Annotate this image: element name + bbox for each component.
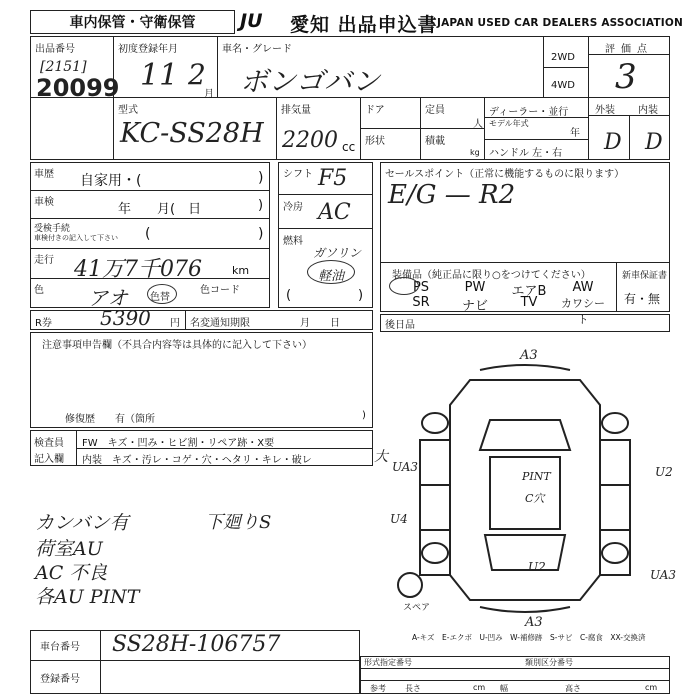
equip-navi: ナビ (461, 299, 488, 314)
left-side-panel (420, 440, 450, 575)
right-rear-wheel (602, 543, 628, 563)
model-value: KC-SS28H (120, 118, 264, 149)
rear-window (485, 535, 565, 570)
lot-bracket-value: [2151] (40, 59, 87, 75)
ps-circle (389, 277, 419, 295)
equip-tv: TV (520, 295, 538, 310)
first-reg-month-value: 2 (188, 58, 206, 91)
r-ticket-label: R券 (35, 318, 52, 329)
pickup-label: 受検手続 (34, 224, 71, 234)
left-doors (420, 485, 450, 530)
color-value: アオ (88, 286, 128, 310)
record-label: 記入欄 (34, 454, 64, 465)
door-label: ドア (365, 105, 385, 116)
shift-value: F5 (318, 166, 348, 191)
equip-pw: PW (464, 280, 486, 295)
diagram-roof-mark: PINT (522, 470, 551, 483)
front-bumper (480, 365, 570, 370)
handle-label: ハンドル 左・右 (489, 148, 563, 159)
note-line-4: 各AU PINT (35, 586, 140, 608)
displacement-value: 2200 (282, 128, 338, 153)
document-title: 愛知 出品申込書 (290, 14, 438, 36)
exterior-label: 外装 (595, 105, 615, 116)
first-reg-label: 初度登録年月 (118, 44, 178, 55)
r-ticket-value: 5390 (100, 306, 151, 330)
model-label: 型式 (118, 105, 138, 116)
yen-unit: 円 (170, 318, 180, 329)
fuel-label: 燃料 (283, 236, 303, 247)
diagram-front-mark: A3 (520, 348, 538, 363)
rating-label: 評価点 (605, 44, 653, 55)
equipment-grid (394, 280, 611, 326)
notes-label: 注意事項申告欄（不具合内容等は具体的に記入して下さい） (42, 340, 312, 351)
damage-legend: A-キズ E-エクボ U-凹み W-補修跡 S-サビ C-腐食 XX-交換済 (412, 633, 646, 642)
inspection-label: 車検 (34, 197, 54, 208)
equip-aw: AW (572, 280, 594, 295)
interior-row-label: 内装 キズ・汚レ・コゲ・穴・ヘタリ・キレ・破レ (82, 455, 312, 466)
right-doors (600, 485, 630, 530)
warranty-label: 新車保証書 (622, 271, 668, 281)
aircon-value: AC (318, 200, 351, 225)
lot-number-value: 20099 (36, 74, 120, 102)
color-label: 色 (34, 285, 44, 296)
color-code-label: 色コード (200, 285, 240, 296)
color-change-label: 色替 (150, 292, 170, 303)
right-mirror (602, 413, 628, 433)
interior-label: 内装 (638, 105, 658, 116)
diagram-center-mark: C穴 (525, 492, 545, 505)
color-change-circle (147, 284, 177, 304)
repair-history-label: 修復歴 有（箇所 (65, 414, 155, 425)
equip-leather: カワシート (561, 297, 605, 326)
later-docs-box (380, 314, 670, 332)
inspector-label: 検査員 (34, 438, 64, 449)
diagram-left-upper-mark: UA3 (392, 460, 419, 474)
lot-no-label: 出品番号 (35, 44, 75, 55)
spare-label: スペア (403, 603, 431, 613)
kg-unit: kg (470, 148, 480, 157)
warranty-yesno: 有・無 (624, 292, 661, 306)
drive-2wd-label: 2WD (551, 52, 575, 63)
length-label: 長さ (405, 684, 421, 693)
history-label: 車歴 (34, 169, 54, 180)
km-unit: km (232, 264, 250, 277)
length-cm: cm (473, 683, 486, 692)
car-name-value: ボンゴバン (240, 65, 381, 98)
name-change-date: 月 日 (300, 318, 340, 329)
diagram-left-lower-mark: U4 (390, 512, 408, 526)
chassis-value: SS28H-106757 (112, 632, 281, 657)
reg-no-label: 登録番号 (40, 674, 80, 685)
note-line-5: 下廻りS (205, 512, 272, 533)
equipment-label: 装備品（純正品に限り○をつけてください） (392, 270, 591, 281)
pickup-note: 車検付きの記入して下さい (34, 234, 118, 242)
chassis-label: 車台番号 (40, 642, 80, 653)
first-reg-year-value: 11 (140, 58, 179, 93)
displacement-label: 排気量 (281, 105, 311, 116)
rating-value: 3 (615, 57, 637, 97)
equip-sr: SR (412, 295, 430, 310)
aircon-label: 冷房 (283, 202, 303, 213)
inspection-value: 年 月( 日 (118, 202, 202, 217)
equip-airbag: エアB (511, 284, 547, 299)
note-line-2: 荷室AU (35, 538, 103, 560)
shape-label: 形状 (365, 136, 385, 147)
year-unit: 年 (570, 128, 580, 139)
load-label: 積載 (425, 136, 445, 147)
left-mirror (422, 413, 448, 433)
diagram-rear-panel-mark: U2 (528, 560, 546, 574)
fuel-gasoline: ガソリン (313, 246, 362, 260)
fw-row-label: FW キズ・凹み・ヒビ割・リペア跡・X要 (82, 438, 275, 449)
name-change-label: 名変通知期限 (190, 318, 250, 329)
note-line-3: AC 不良 (35, 562, 108, 584)
fuel-diesel: 軽油 (318, 269, 345, 284)
cc-unit: cc (342, 140, 356, 154)
diagram-right-lower-mark: UA3 (650, 568, 677, 582)
later-docs-label: 後日品 (385, 320, 415, 331)
sales-point-value: E/G — R2 (388, 180, 516, 210)
history-value: 自家用・( (80, 173, 142, 189)
model-year-label: モデル年式 (489, 119, 529, 128)
interior-mark: 大 (374, 449, 388, 465)
storage-title-box: 車内保管・守衛保管 (30, 10, 235, 34)
shift-label: シフト (283, 169, 313, 180)
right-side-panel (600, 440, 630, 575)
windshield (480, 420, 570, 450)
month-unit: 月 (204, 89, 214, 100)
exterior-grade-value: D (604, 130, 622, 155)
dealer-parallel-label: ディーラー・並行 (489, 107, 569, 118)
association-name: JAPAN USED CAR DEALERS ASSOCIATION (437, 17, 683, 29)
spare-tire (398, 573, 422, 597)
height-label: 高さ (565, 684, 581, 693)
mileage-value: 41万7千076 (74, 257, 202, 282)
left-rear-wheel (422, 543, 448, 563)
note-line-1: カンバン有 (35, 512, 129, 534)
car-name-label: 車名・グレード (222, 44, 292, 55)
class-no-label: 類別区分番号 (525, 658, 573, 667)
model-cert-label: 形式指定番号 (364, 658, 412, 667)
ref-label-left: 参考 (370, 684, 386, 693)
equip-ps: PS (412, 280, 430, 295)
fuel-circle (307, 260, 355, 284)
rear-bumper (480, 607, 570, 612)
diagram-right-upper-mark: U2 (655, 465, 673, 479)
drive-4wd-label: 4WD (551, 80, 575, 91)
height-cm: cm (645, 683, 658, 692)
mileage-label: 走行 (34, 255, 54, 266)
interior-grade-value: D (645, 130, 663, 155)
ju-logo: JU (240, 10, 263, 32)
sales-point-label: セールスポイント（正常に機能するものに限ります） (385, 169, 625, 180)
capacity-label: 定員 (425, 105, 445, 116)
width-label: 幅 (500, 684, 508, 693)
diagram-rear-mark: A3 (525, 615, 543, 630)
capacity-unit: 人 (473, 119, 483, 130)
car-diagram (390, 345, 700, 645)
